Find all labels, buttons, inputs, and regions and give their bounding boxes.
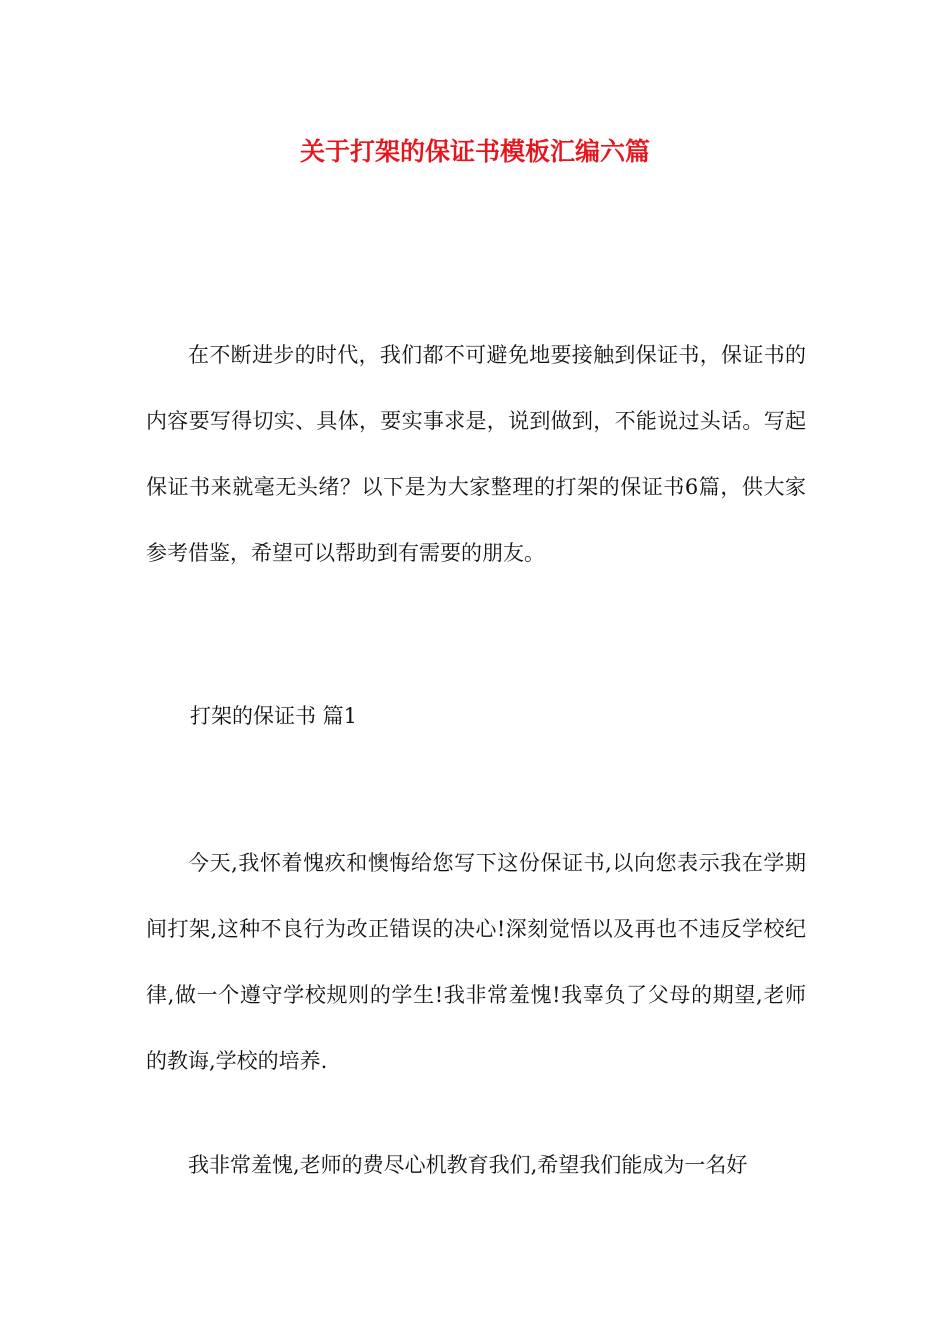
section-heading-1: 打架的保证书 篇1	[190, 704, 358, 728]
intro-paragraph: 在不断进步的时代，我们都不可避免地要接触到保证书，保证书的内容要写得切实、具体，要实事求是，说到做到，不能说过头话。写起保证书来就毫无头绪？以下是为大家整理的打架的保证书6篇，供大家参考借鉴，希望可以帮助到有需要的朋友。	[146, 343, 806, 565]
section1-paragraph-1: 今天,我怀着愧疚和懊悔给您写下这份保证书,以向您表示我在学期间打架,这种不良行为改正错误的决心!深刻觉悟以及再也不违反学校纪律,做一个遵守学校规则的学生!我非常羞愧!我辜负了父母的期望,老师的教诲,学校的培养.	[146, 851, 806, 1073]
document-title: 关于打架的保证书模板汇编六篇	[299, 137, 650, 166]
section1-paragraph-2: 我非常羞愧,老师的费尽心机教育我们,希望我们能成为一名好	[188, 1153, 748, 1177]
